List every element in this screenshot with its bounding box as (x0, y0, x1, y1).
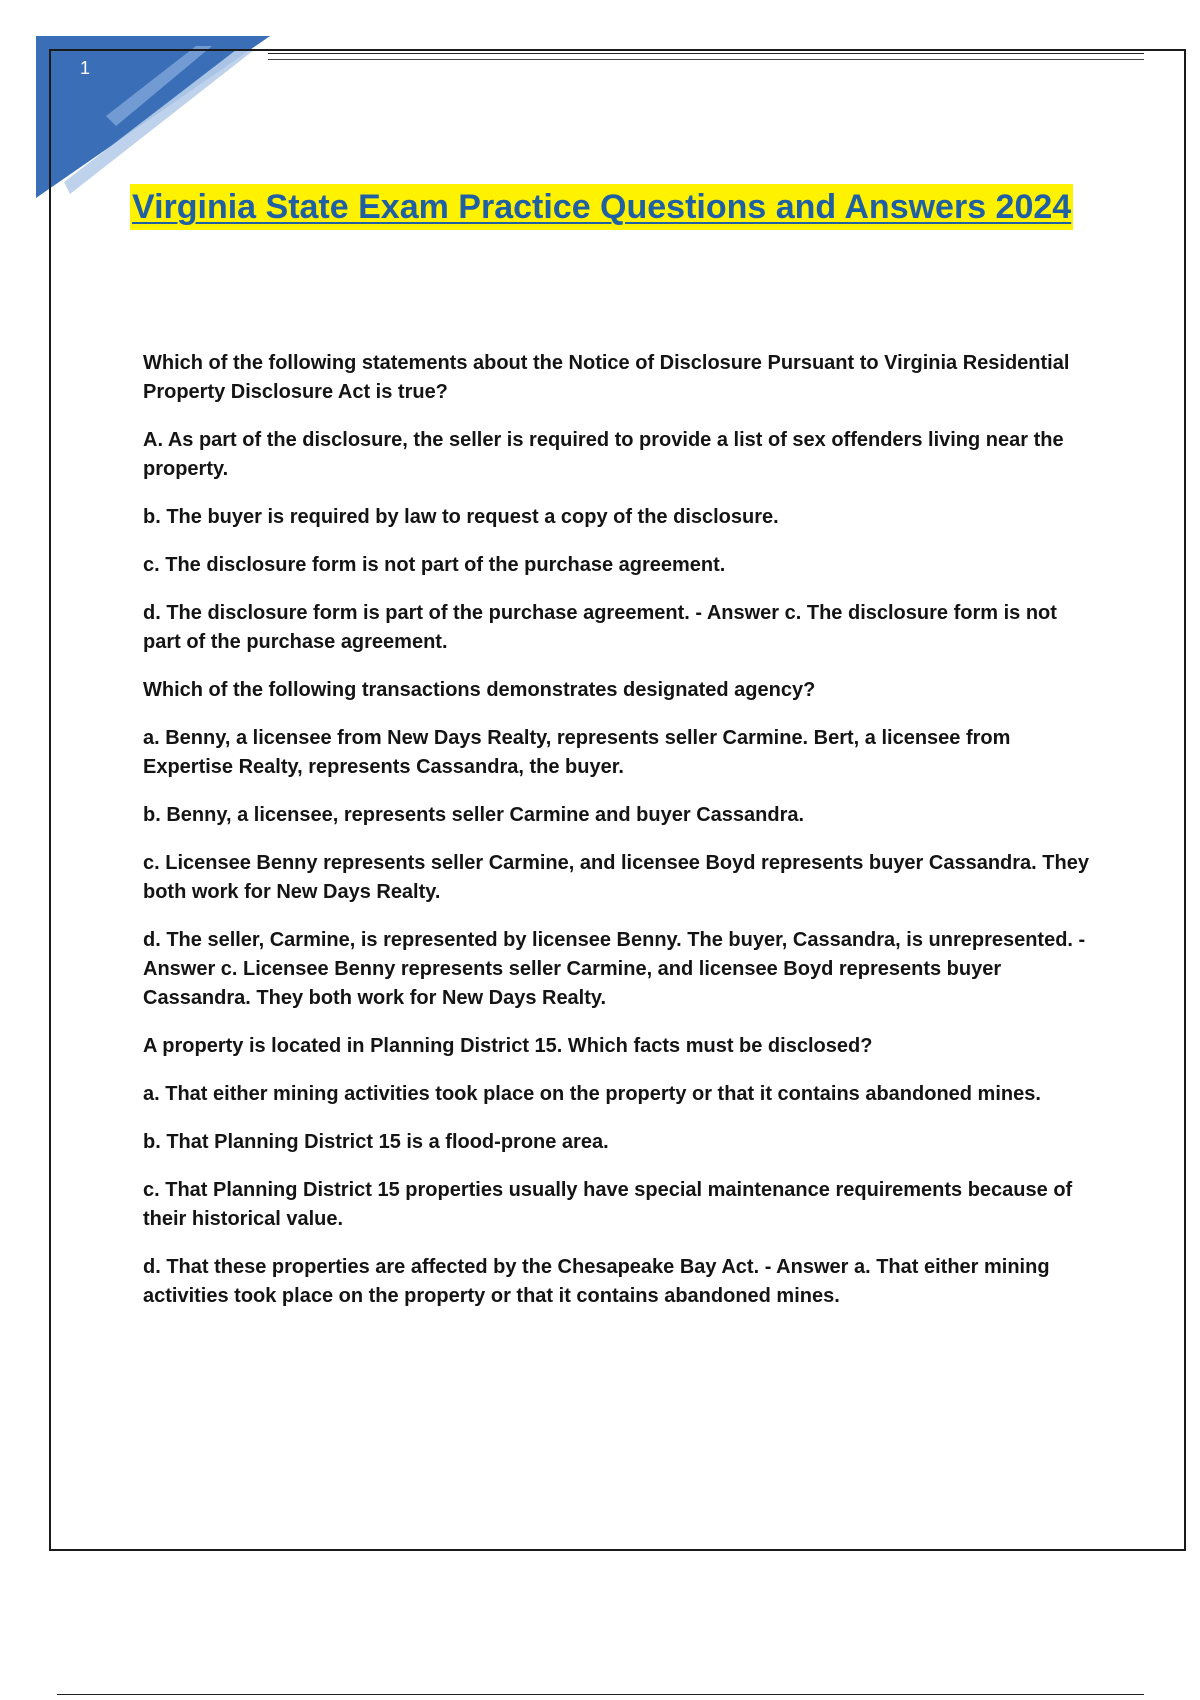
question-2: Which of the following transactions demonstrates designated agency? (143, 679, 816, 701)
footer-rule (57, 1694, 1144, 1695)
question-3-option-d-answer: d. That these properties are affected by the Chesapeake Bay Act. - Answer a. That either mining activities took place on the property or that it contains abandoned mines. (143, 1256, 1050, 1307)
question-2-option-b: b. Benny, a licensee, represents seller Carmine and buyer Cassandra. (143, 804, 805, 826)
question-2-option-a: a. Benny, a licensee from New Days Realty, represents seller Carmine. Bert, a licensee from Expertise Realty, represents Cassandra, the buyer. (143, 727, 1011, 778)
question-3-option-b: b. That Planning District 15 is a flood-prone area. (143, 1131, 609, 1153)
question-1-option-a: A. As part of the disclosure, the seller is required to provide a list of sex offenders living near the property. (143, 429, 1064, 480)
document-title: Virginia State Exam Practice Questions and Answers 2024 (130, 184, 1073, 230)
page-number: 1 (80, 58, 91, 78)
question-3-option-a: a. That either mining activities took place on the property or that it contains abandoned mines. (143, 1083, 1041, 1105)
question-1-option-c: c. The disclosure form is not part of the purchase agreement. (143, 554, 726, 576)
question-1-option-b: b. The buyer is required by law to request a copy of the disclosure. (143, 506, 779, 528)
question-1: Which of the following statements about the Notice of Disclosure Pursuant to Virginia Residential Property Disclosure Act is true? (143, 352, 1070, 403)
question-3-option-c: c. That Planning District 15 properties usually have special maintenance requirements because of their historical value. (143, 1179, 1073, 1230)
question-2-option-c: c. Licensee Benny represents seller Carmine, and licensee Boyd represents buyer Cassandra. They both work for New Days Realty. (143, 852, 1089, 903)
question-content (143, 349, 1093, 1330)
question-3: A property is located in Planning District 15. Which facts must be disclosed? (143, 1035, 873, 1057)
question-1-option-d-answer: d. The disclosure form is part of the purchase agreement. - Answer c. The disclosure form is not part of the purchase agreement. (143, 602, 1057, 653)
question-2-option-d-answer: d. The seller, Carmine, is represented by licensee Benny. The buyer, Cassandra, is unrepresented. - Answer c. Licensee Benny represents seller Carmine, and licensee Boyd represents buyer Cassandra. They both work for New Days Realty. (143, 929, 1086, 1009)
